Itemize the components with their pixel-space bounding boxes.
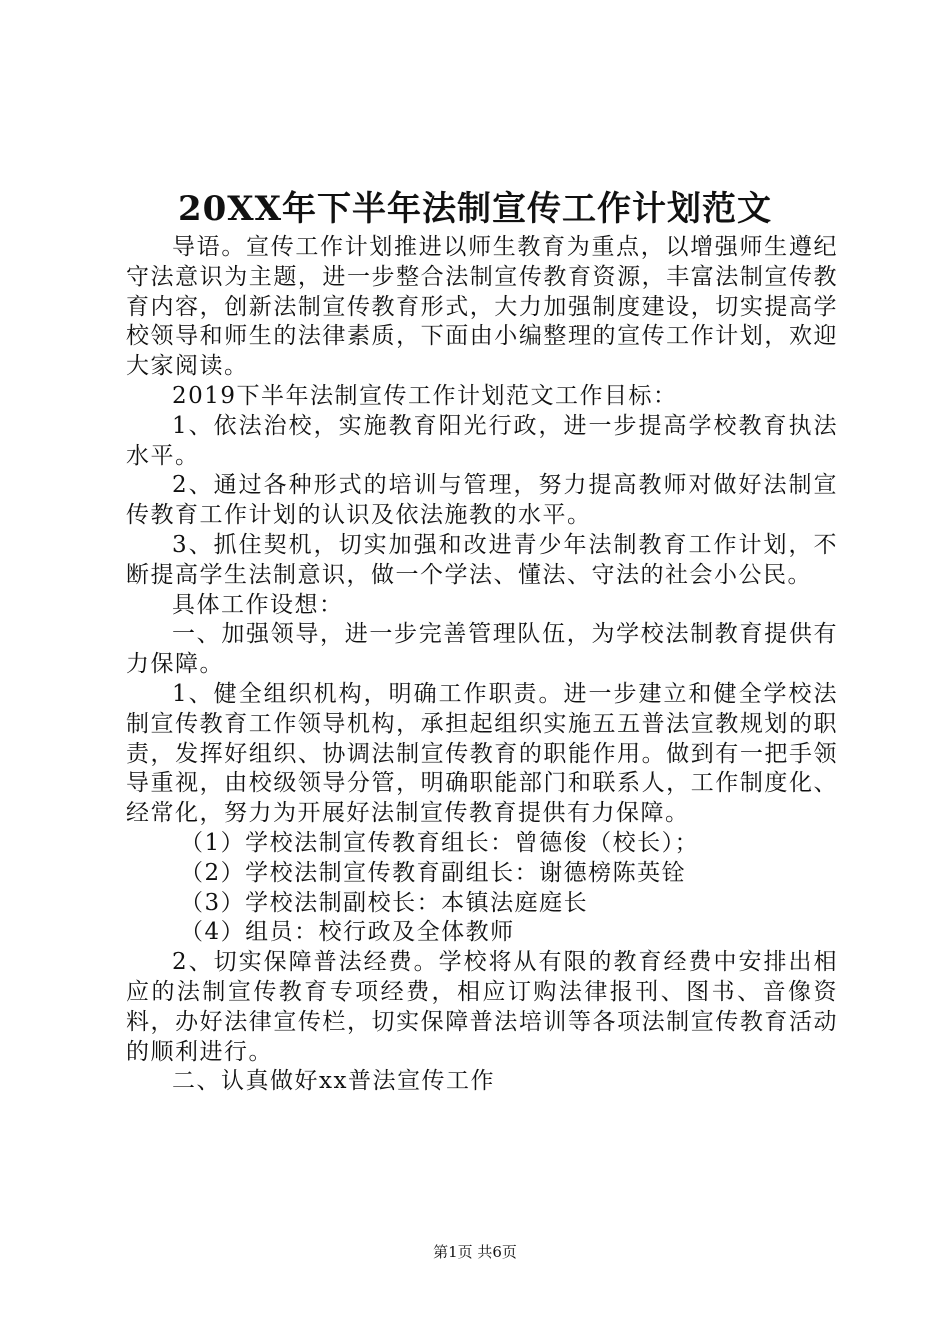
page-footer: 第1页 共6页: [433, 1243, 517, 1261]
section-1-heading: 一、加强领导，进一步完善管理队伍，为学校法制教育提供有力保障。: [126, 621, 838, 678]
document-title: 20XX年下半年法制宣传工作计划范文: [177, 189, 773, 229]
section-1-item-2: 2、切实保障普法经费。学校将从有限的教育经费中安排出相应的法制宣传教育专项经费，相应订购法律报刊、图书、音像资料，办好法律宣传栏，切实保障普法培训等各项法制宣传教育活动的顺利进行。: [126, 949, 838, 1065]
member-list-item-3: （3）学校法制副校长：本镇法庭庭长: [180, 889, 589, 916]
goal-item-2: 2、通过各种形式的培训与管理，努力提高教师对做好法制宣传教育工作计划的认识及依法施教的水平。: [126, 472, 838, 529]
section-1-item-1: 1、健全组织机构，明确工作职责。进一步建立和健全学校法制宣传教育工作领导机构，承担起组织实施五五普法宣教规划的职责，发挥好组织、协调法制宣传教育的职能作用。做到有一把手领导重视，由校级领导分管，明确职能部门和联系人，工作制度化、经常化，努力为开展好法制宣传教育提供有力保障。: [126, 680, 838, 827]
plan-heading: 具体工作设想：: [172, 591, 344, 618]
document-body: [126, 233, 838, 1097]
section-2-heading: 二、认真做好xx普法宣传工作: [172, 1068, 495, 1095]
goal-item-3: 3、抓住契机，切实加强和改进青少年法制教育工作计划，不断提高学生法制意识，做一个学法、懂法、守法的社会小公民。: [126, 531, 838, 588]
goal-item-1: 1、依法治校，实施教育阳光行政，进一步提高学校教育执法水平。: [126, 412, 838, 469]
intro-paragraph: 导语。宣传工作计划推进以师生教育为重点，以增强师生遵纪守法意识为主题，进一步整合法制宣传教育资源，丰富法制宣传教育内容，创新法制宣传教育形式，大力加强制度建设，切实提高学校领导和师生的法律素质，下面由小编整理的宣传工作计划，欢迎大家阅读。: [126, 234, 838, 380]
member-list-item-4: （4）组员：校行政及全体教师: [180, 919, 515, 946]
goals-heading: 2019下半年法制宣传工作计划范文工作目标：: [172, 382, 678, 409]
member-list-item-2: （2）学校法制宣传教育副组长：谢德榜陈英铨: [180, 859, 687, 886]
member-list-item-1: （1）学校法制宣传教育组长：曾德俊（校长）；: [180, 829, 700, 856]
